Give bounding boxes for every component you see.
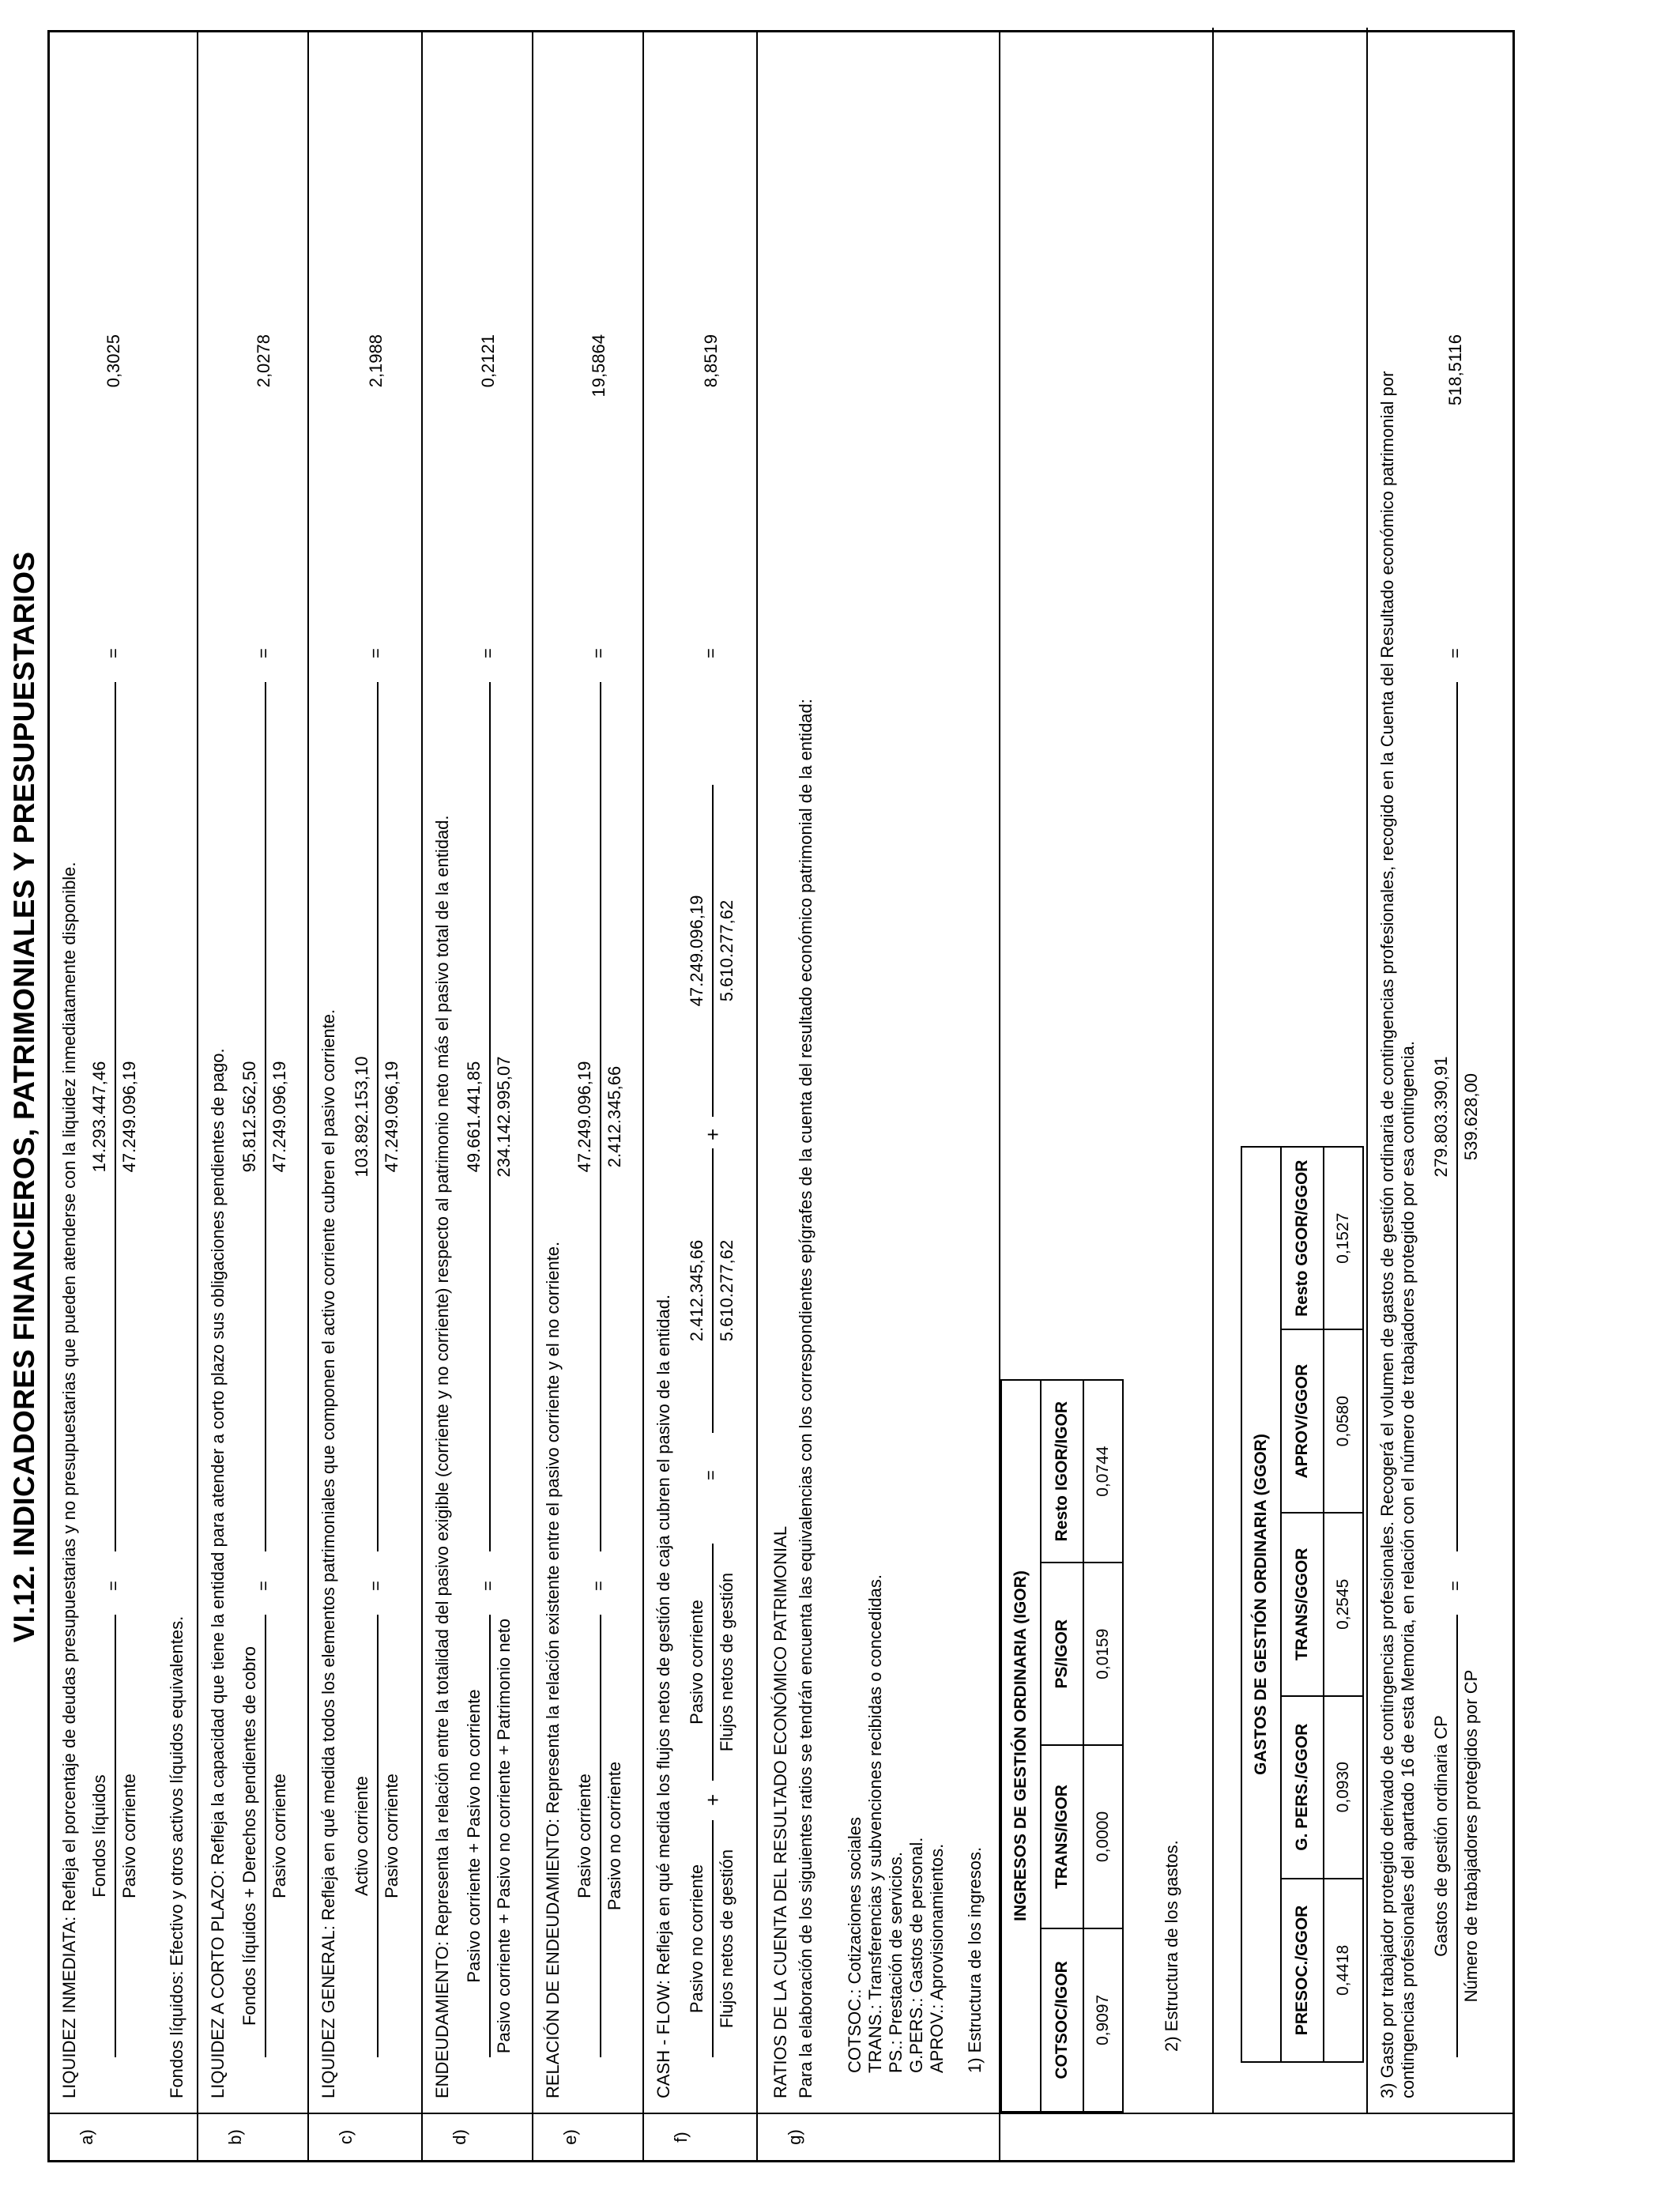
section-description: LIQUIDEZ INMEDIATA: Refleja el porcentaje de deudas presupuestarias y no presupuestarias que pueden atenderse con la liquidez inmediatamente disponible. [59, 861, 79, 2098]
legend-item: APROV.: Aprovisionamientos. [927, 1843, 947, 2073]
numerator-value: 47.249.096,19 [574, 1061, 594, 1173]
denominator-label: Número de trabajadores protegidos por CP [1461, 1669, 1481, 2003]
table-cell: 0,1527 [1324, 1147, 1363, 1329]
numerator-label: Fondos líquidos [89, 1774, 109, 1898]
fraction-line [712, 1148, 714, 1433]
equals-sign: = [589, 1581, 608, 1591]
fraction-line [489, 1615, 491, 2057]
equals-sign: = [701, 1470, 721, 1480]
subsection-label: 2) Estructura de los gastos. [1162, 1840, 1181, 2052]
gastos-table [1241, 1146, 1364, 2063]
numerator-label: Pasivo corriente [687, 1600, 706, 1725]
denominator-value: 47.249.096,19 [269, 1061, 289, 1173]
equals-sign: = [366, 1581, 386, 1591]
section-description: LIQUIDEZ A CORTO PLAZO: Refleja la capacidad que tiene la entidad para atender a corto plazo sus obligaciones pendientes de pago. [208, 1048, 228, 2098]
numerator-label: Fondos líquidos + Derechos pendientes de cobro [239, 1646, 259, 2026]
numerator-value: 49.661.441,85 [464, 1061, 484, 1173]
equals-sign: = [366, 648, 386, 658]
ingresos-table [1000, 1379, 1124, 2113]
numerator-label: Gastos de gestión ordinaria CP [1431, 1715, 1451, 1957]
equals-sign: = [478, 648, 498, 658]
section-g [758, 32, 1000, 2160]
fraction-line [115, 1615, 116, 2057]
denominator-label: Pasivo corriente [382, 1774, 401, 1898]
numerator-label: Pasivo no corriente [687, 1864, 706, 2014]
result-value: 0,3025 [104, 334, 123, 388]
table-cell: 0,2545 [1324, 1513, 1363, 1696]
fraction-line [712, 1544, 714, 1781]
plus-sign: + [701, 1793, 725, 1806]
fraction-line [489, 682, 491, 1551]
section-letter: d) [423, 2113, 532, 2160]
section-letter: c) [309, 2113, 421, 2160]
numerator-value: 14.293.447,46 [89, 1061, 109, 1173]
table-header: TRANS/IGOR [1041, 1745, 1083, 1928]
result-value: 2,0278 [254, 334, 273, 388]
denominator-label: Flujos netos de gestión [717, 1849, 736, 2029]
result-value: 8,8519 [701, 334, 721, 388]
section-e [533, 32, 644, 2160]
denominator-label: Pasivo corriente [269, 1774, 289, 1898]
table-cell: 0,0580 [1324, 1329, 1363, 1513]
equals-sign: = [104, 648, 123, 658]
ingresos-table-title: INGRESOS DE GESTIÓN ORDINARIA (IGOR) [1001, 1380, 1041, 2112]
table-header: Resto GGOR/GGOR [1281, 1147, 1324, 1329]
table-header: Resto IGOR/IGOR [1041, 1380, 1083, 1563]
numerator-value: 2.412.345,66 [687, 1239, 706, 1342]
fraction-line [712, 1820, 714, 2057]
gastos-table-title: GASTOS DE GESTIÓN ORDINARIA (GGOR) [1241, 1147, 1281, 2062]
page-title: VI.12. INDICADORES FINANCIEROS, PATRIMONIALES Y PRESUPUESTARIOS [8, 551, 40, 1643]
denominator-value: 2.412.345,66 [605, 1065, 624, 1168]
equals-sign: = [1445, 1581, 1465, 1591]
subsection-text: 3) Gasto por trabajador protegido derivado de contingencias profesionales. Recogerá el volumen de gastos de gestión ordinaria de contingencias profesionales, recogido en la Cuenta del Resultado económico patrimonial por [1377, 371, 1397, 2098]
plus-sign: + [701, 1128, 725, 1140]
table-header: G. PERS./GGOR [1281, 1696, 1324, 1879]
section-b [198, 32, 309, 2160]
section-letter: f) [644, 2113, 756, 2160]
equals-sign: = [701, 648, 721, 658]
equals-sign: = [1445, 648, 1465, 658]
result-value: 518,5116 [1445, 334, 1465, 406]
denominator-label: Pasivo no corriente [605, 1761, 624, 1911]
table-cell: 0,9097 [1083, 1928, 1123, 2112]
legend-item: PS.: Prestación de servicios. [886, 1851, 906, 2073]
denominator-label: Pasivo corriente [119, 1774, 139, 1898]
equals-sign: = [478, 1581, 498, 1591]
section-letter: b) [198, 2113, 307, 2160]
numerator-value: 103.892.153,10 [352, 1056, 371, 1178]
numerator-label: Pasivo corriente [574, 1774, 594, 1898]
table-header: APROV/GGOR [1281, 1329, 1324, 1513]
equals-sign: = [589, 648, 608, 658]
section-letter: e) [533, 2113, 642, 2160]
numerator-value: 95.812.562,50 [239, 1061, 259, 1173]
result-value: 0,2121 [478, 334, 498, 388]
section-f [644, 32, 758, 2160]
table-header: TRANS/GGOR [1281, 1513, 1324, 1696]
denominator-label: Flujos netos de gestión [717, 1572, 736, 1752]
table-header: PRESOC./GGOR [1281, 1879, 1324, 2062]
section-a [50, 32, 198, 2160]
subsection-text: contingencias profesionales del apartado 16 de esta Memoria, en relación con el número de trabajadores protegido por esa contingencia. [1398, 1041, 1418, 2098]
denominator-value: 5.610.277,62 [717, 1239, 736, 1342]
section-g3 [1368, 28, 1512, 2113]
table-cell: 0,0930 [1324, 1696, 1363, 1879]
fraction-line [265, 1615, 266, 2057]
section-d [423, 32, 533, 2160]
denominator-value: 5.610.277,62 [717, 899, 736, 1002]
numerator-value: 47.249.096,19 [687, 895, 706, 1007]
legend-item: G.PERS.: Gastos de personal. [906, 1837, 926, 2073]
table-cell: 0,0744 [1083, 1380, 1123, 1563]
equals-sign: = [104, 1581, 123, 1591]
fraction-line [265, 682, 266, 1551]
denominator-value: 47.249.096,19 [119, 1061, 139, 1173]
result-value: 2,1988 [366, 334, 386, 388]
numerator-label: Pasivo corriente + Pasivo no corriente [464, 1689, 484, 1983]
denominator-value: 47.249.096,19 [382, 1061, 401, 1173]
section-note: Fondos líquidos: Efectivo y otros activos líquidos equivalentes. [167, 1615, 186, 2098]
section-description: ENDEUDAMIENTO: Representa la relación entre la totalidad del pasivo exigible (corriente y no corriente) respecto al patrimonio neto más el pasivo total de la entidad. [432, 815, 452, 2098]
section-heading: RATIOS DE LA CUENTA DEL RESULTADO ECONÓMICO PATRIMONIAL [770, 1525, 790, 2098]
result-value: 19,5864 [589, 334, 608, 398]
fraction-line [600, 1615, 601, 2057]
fraction-line [1456, 682, 1458, 1551]
table-header: COTSOC/IGOR [1041, 1928, 1083, 2112]
subsection-label: 1) Estructura de los ingresos. [965, 1846, 985, 2073]
fraction-line [1456, 1615, 1458, 2057]
table-cell: 0,4418 [1324, 1879, 1363, 2062]
fraction-line [377, 682, 379, 1551]
numerator-value: 279.803.390,91 [1431, 1056, 1451, 1178]
section-letter: g) [758, 2113, 1515, 2160]
denominator-value: 539.628,00 [1461, 1072, 1481, 1161]
table-header: PS/IGOR [1041, 1563, 1083, 1745]
section-c [309, 32, 423, 2160]
section-description: LIQUIDEZ GENERAL: Refleja en qué medida todos los elementos patrimoniales que componen el activo corriente cubren el pasivo corriente. [318, 1008, 338, 2098]
equals-sign: = [254, 648, 273, 658]
legend-item: TRANS.: Transferencias y subvenciones recibidas o concedidas. [865, 1574, 885, 2073]
fraction-line [712, 785, 714, 1117]
equals-sign: = [254, 1581, 273, 1591]
section-description: CASH - FLOW: Refleja en qué medida los flujos netos de gestión de caja cubren el pasivo de la entidad. [654, 1294, 673, 2098]
legend-item: COTSOC.: Cotizaciones sociales [845, 1817, 864, 2073]
denominator-label: Pasivo corriente + Pasivo no corriente + Patrimonio neto [494, 1618, 514, 2054]
section-description: RELACIÓN DE ENDEUDAMIENTO: Representa la relación existente entre el pasivo corriente y el no corriente. [543, 1241, 563, 2098]
numerator-label: Activo corriente [352, 1776, 371, 1896]
denominator-value: 234.142.995,07 [494, 1056, 514, 1178]
fraction-line [600, 682, 601, 1551]
section-letter: a) [50, 2113, 197, 2160]
table-cell: 0,0000 [1083, 1745, 1123, 1928]
section-intro: Para la elaboración de los siguientes ratios se tendrán encuenta las equivalencias con los correspondientes epígrafes de la cuenta del resultado económico patrimonial de la entidad: [796, 699, 816, 2098]
section-g1 [1000, 28, 1214, 2113]
table-cell: 0,0159 [1083, 1563, 1123, 1745]
fraction-line [377, 1615, 379, 2057]
fraction-line [115, 682, 116, 1551]
